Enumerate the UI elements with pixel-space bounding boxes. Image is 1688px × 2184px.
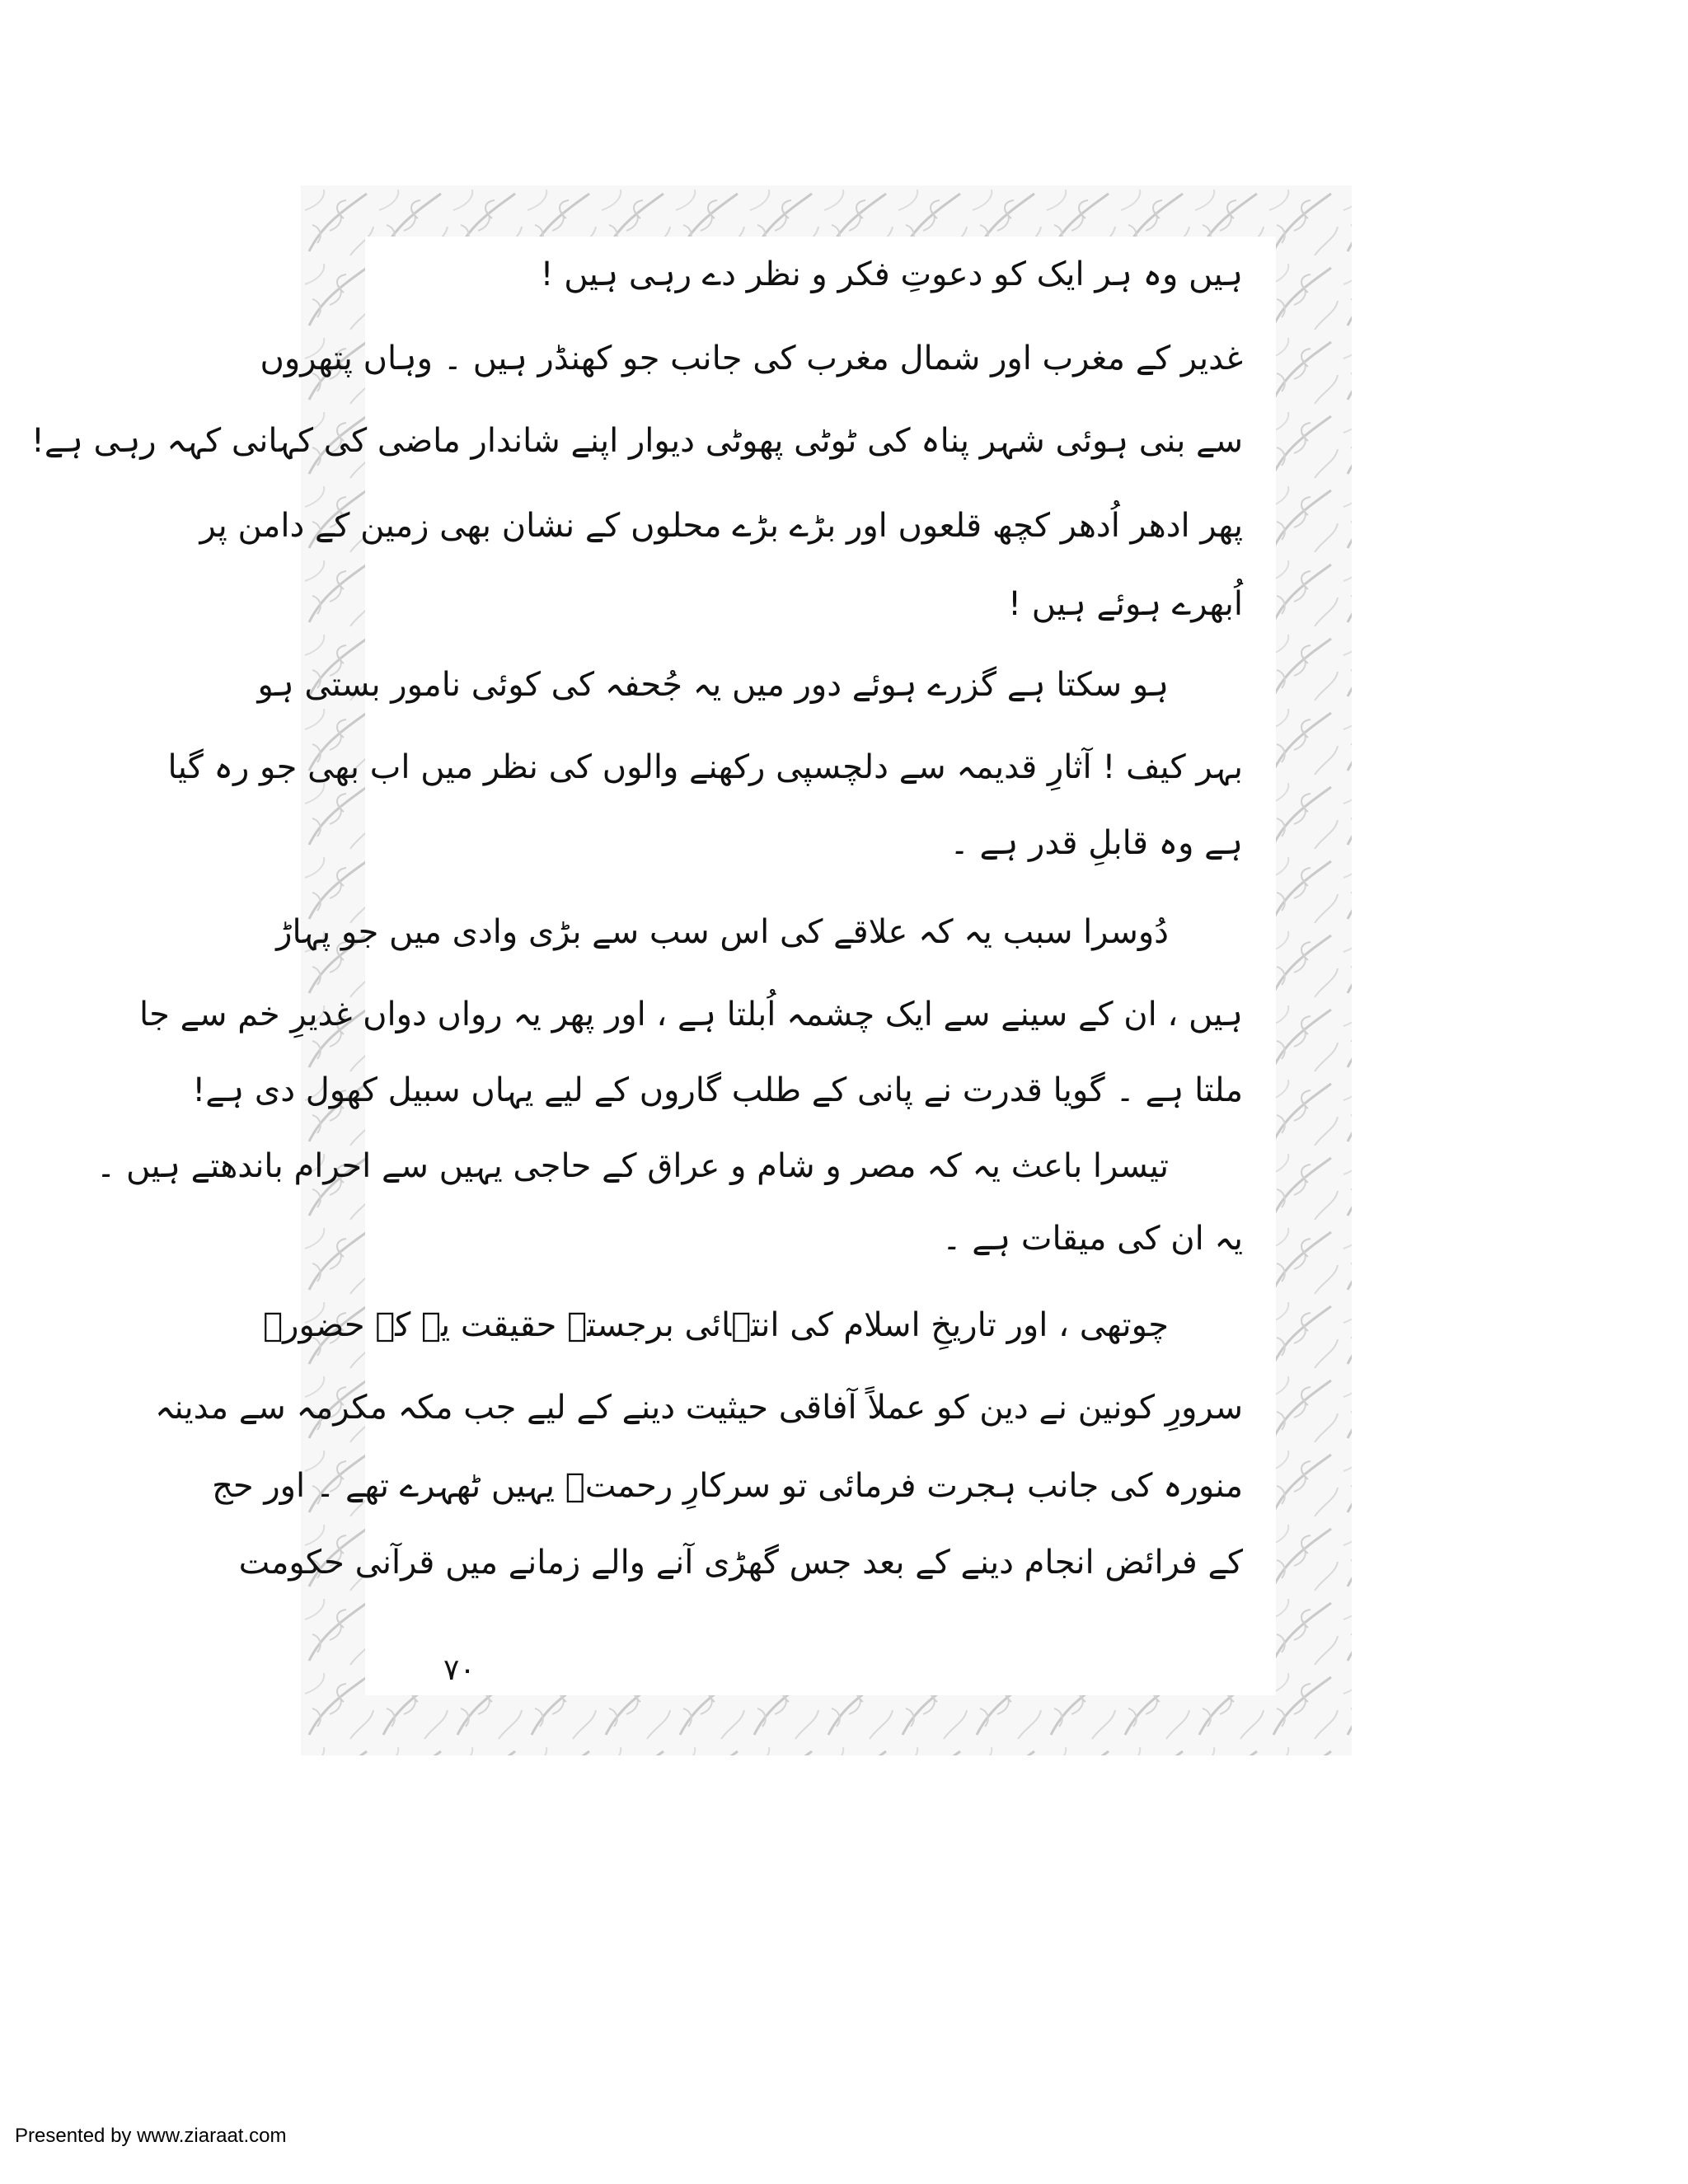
text-line: منورہ کی جانب ہجرت فرمائی تو سرکارِ رحمتؐ یہیں ٹھہرے تھے ۔ اور حج <box>212 1467 1243 1505</box>
text-line: تیسرا باعث یہ کہ مصر و شام و عراق کے حاجی یہیں سے احرام باندھتے ہیں ۔ <box>96 1147 1169 1185</box>
text-line: دُوسرا سبب یہ کہ علاقے کی اس سب سے بڑی وادی میں جو پہاڑ <box>276 913 1169 951</box>
text-line: ہے وہ قابلِ قدر ہے ۔ <box>950 824 1243 862</box>
text-line: ہو سکتا ہے گزرے ہوئے دور میں یہ جُحفہ کی کوئی نامور بستی ہو <box>257 666 1169 704</box>
text-line: ہیں ، ان کے سینے سے ایک چشمہ اُبلتا ہے ، اور پھر یہ رواں دواں غدیرِ خم سے جا <box>138 996 1243 1033</box>
text-line: سرورِ کونین نے دین کو عملاً آفاقی حیثیت دینے کے لیے جب مکہ مکرمہ سے مدینہ <box>155 1389 1243 1427</box>
text-line: ہیں وہ ہر ایک کو دعوتِ فکر و نظر دے رہی ہیں ! <box>540 255 1243 293</box>
text-line: سے بنی ہوئی شہر پناہ کی ٹوٹی پھوٹی دیوار اپنے شاندار ماضی کی کہانی کہہ رہی ہے! <box>30 422 1243 460</box>
scanned-page <box>30 185 1352 1755</box>
text-line: پھر ادھر اُدھر کچھ قلعوں اور بڑے بڑے محلوں کے نشان بھی زمین کے دامن پر <box>199 507 1243 545</box>
footer-credit: Presented by www.ziaraat.com <box>15 2125 287 2147</box>
text-line: ملتا ہے ۔ گویا قدرت نے پانی کے طلب گاروں کے لیے یہاں سبیل کھول دی ہے! <box>192 1071 1243 1109</box>
text-body <box>30 237 1276 1695</box>
text-line: کے فرائض انجام دینے کے بعد جس گھڑی آنے والے زمانے میں قرآنی حکومت <box>238 1544 1243 1582</box>
page-number: ۷۰ <box>443 1653 476 1687</box>
text-line: یہ ان کی میقات ہے ۔ <box>942 1220 1243 1258</box>
text-line: غدیر کے مغرب اور شمال مغرب کی جانب جو کھنڈر ہیں ۔ وہاں پتھروں <box>260 340 1243 377</box>
text-line: اُبھرے ہوئے ہیں ! <box>1008 585 1243 623</box>
text-line: چوتھی ، اور تاریخِ اسلام کی انتہائی برجستہ حقیقت یہ کہ حضورؐ <box>263 1306 1169 1344</box>
text-line: بہر کیف ! آثارِ قدیمہ سے دلچسپی رکھنے والوں کی نظر میں اب بھی جو رہ گیا <box>167 748 1243 786</box>
